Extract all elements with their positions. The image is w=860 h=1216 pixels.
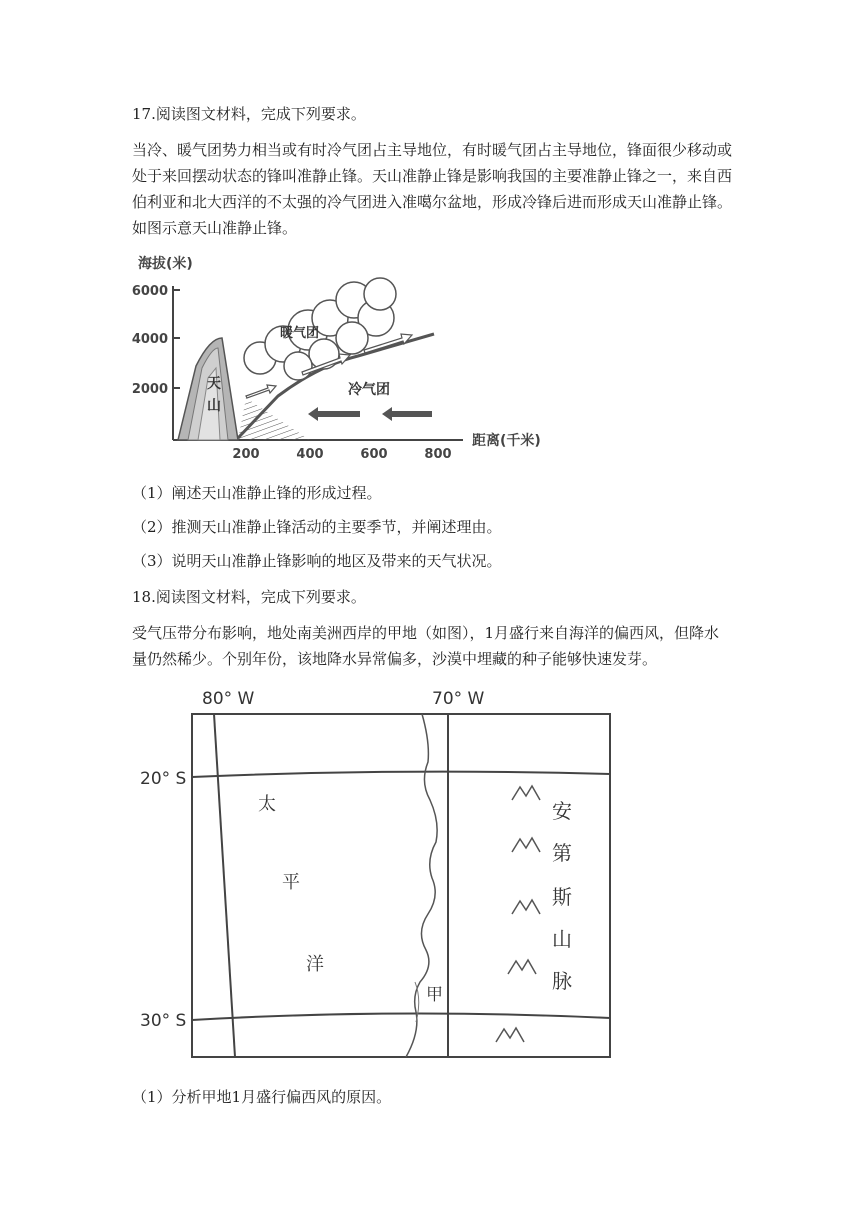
ocean-label: 太 <box>258 794 276 815</box>
q17-heading: 17.阅读图文材料，完成下列要求。 <box>132 105 366 123</box>
map-frame <box>192 714 610 1057</box>
south-america-map <box>130 682 620 1062</box>
y-tick: 2000 <box>131 382 168 397</box>
q18-subquestion-1: （1）分析甲地1月盛行偏西风的原因。 <box>132 1088 392 1106</box>
meridian-80w <box>214 714 235 1057</box>
coastline <box>406 714 437 1057</box>
q18-line-1: 受气压带分布影响，地处南美洲西岸的甲地（如图），1月盛行来自海洋的偏西风，但降水 <box>132 624 720 642</box>
q17-line-3: 伯利亚和北大西洋的不太强的冷气团进入准噶尔盆地，形成冷锋后进而形成天山准静止锋。 <box>132 193 733 211</box>
range-label: 山 <box>552 927 572 951</box>
mountain-icon <box>496 786 540 1042</box>
y-axis-label: 海拔(米) <box>138 256 193 272</box>
x-tick: 200 <box>232 447 260 462</box>
lon-80w-label: 80° W <box>202 689 255 709</box>
svg-text:山: 山 <box>207 398 221 414</box>
tianshan-front-diagram <box>118 248 558 468</box>
x-tick: 600 <box>360 447 388 462</box>
range-label: 安 <box>552 799 572 823</box>
cold-air-wedge <box>238 398 310 440</box>
q17-subquestion-3: （3）说明天山准静止锋影响的地区及带来的天气状况。 <box>132 552 502 570</box>
range-label: 脉 <box>552 969 572 993</box>
lat-30s-label: 30° S <box>140 1011 187 1031</box>
tianshan-mountain <box>178 338 238 440</box>
q17-line-4: 如图示意天山准静止锋。 <box>132 219 298 237</box>
lon-70w-label: 70° W <box>432 689 485 709</box>
svg-text:天: 天 <box>207 376 221 392</box>
range-label: 斯 <box>552 885 572 909</box>
x-tick: 800 <box>424 447 452 462</box>
q17-line-1: 当冷、暖气团势力相当或有时冷气团占主导地位，有时暖气团占主导地位，锋面很少移动或 <box>132 141 733 159</box>
lat-20s-label: 20° S <box>140 769 187 789</box>
range-label: 第 <box>552 841 572 865</box>
cold-air-label: 冷气团 <box>348 382 390 398</box>
q17-subquestion-2: （2）推测天山准静止锋活动的主要季节，并阐述理由。 <box>132 518 502 536</box>
place-jia-label: 甲 <box>426 985 443 1005</box>
x-tick: 400 <box>296 447 324 462</box>
y-tick: 6000 <box>131 284 168 299</box>
ocean-label: 洋 <box>306 954 324 975</box>
ocean-label: 平 <box>282 872 300 893</box>
clouds <box>244 278 396 380</box>
cold-air-arrows <box>308 407 432 421</box>
parallel-30s <box>192 1013 610 1020</box>
q17-line-2: 处于来回摆动状态的锋叫准静止锋。天山准静止锋是影响我国的主要准静止锋之一，来自西 <box>132 167 733 185</box>
q17-subquestion-1: （1）阐述天山准静止锋的形成过程。 <box>132 484 382 502</box>
q18-heading: 18.阅读图文材料，完成下列要求。 <box>132 588 366 606</box>
parallel-20s <box>192 772 610 777</box>
y-tick: 4000 <box>131 332 168 347</box>
x-axis-label: 距离(千米) <box>472 433 541 449</box>
warm-air-label: 暖气团 <box>280 326 320 341</box>
q18-line-2: 量仍然稀少。个别年份，该地降水异常偏多，沙漠中埋藏的种子能够快速发芽。 <box>132 650 658 668</box>
